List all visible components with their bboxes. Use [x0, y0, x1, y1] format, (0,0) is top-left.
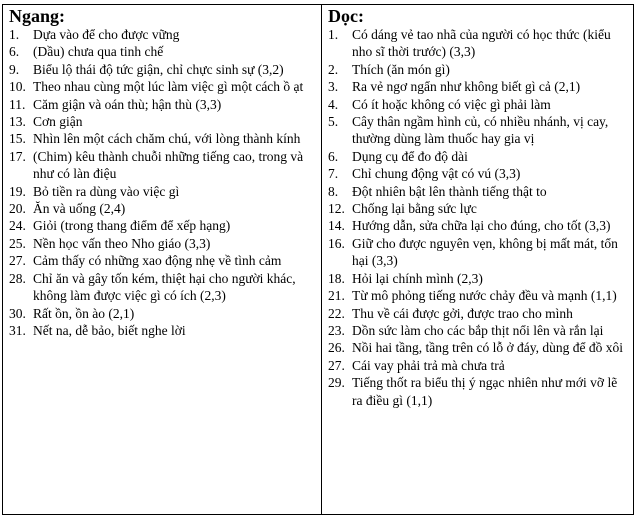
clue-item	[9, 61, 317, 78]
clue-text: Cây thân ngầm hình củ, có nhiều nhánh, vị cay, thường dùng làm thuốc hay gia vị	[352, 114, 609, 147]
clue-item	[328, 322, 629, 339]
crossword-clue-table	[2, 4, 634, 515]
clue-item	[9, 200, 317, 217]
clue-text: Chỉ chung động vật có vú (3,3)	[352, 166, 521, 182]
clue-number: 20.	[9, 201, 26, 217]
clue-text: (Dầu) chưa qua tinh chế	[33, 44, 164, 60]
clue-item	[328, 78, 629, 95]
clue-text: Hướng dẫn, sửa chữa lại cho đúng, cho tốt (3,3)	[352, 218, 611, 234]
down-title: Dọc:	[328, 6, 364, 26]
clue-text: Biểu lộ thái độ tức giận, chỉ chực sinh sự (3,2)	[33, 61, 284, 77]
clue-item	[9, 235, 317, 252]
clue-number: 24.	[9, 218, 26, 234]
clue-text: Dồn sức làm cho các bắp thịt nổi lên và rắn lại	[352, 322, 604, 338]
clue-item	[9, 43, 317, 60]
clue-number: 15.	[9, 131, 26, 147]
clue-text: Từ mô phỏng tiếng nước chảy đều và mạnh (1,1)	[352, 288, 617, 304]
clue-text: Chống lại bằng sức lực	[352, 201, 477, 217]
clue-text: Theo nhau cùng một lúc làm việc gì một cách ồ ạt	[33, 79, 304, 95]
across-clue-list	[9, 26, 317, 339]
clue-item	[9, 130, 317, 147]
clue-text: Cơn giận	[33, 114, 83, 130]
clue-number: 10.	[9, 79, 26, 95]
clue-text: Giữ cho được nguyên vẹn, không bị mất mát, tổn hại (3,3)	[352, 235, 618, 269]
clue-number: 26.	[328, 340, 345, 356]
clue-item	[328, 235, 629, 270]
clue-number: 11.	[9, 96, 26, 112]
clue-text: Đột nhiên bật lên thành tiếng thật to	[352, 183, 547, 199]
clue-item	[328, 61, 629, 78]
clue-number: 6.	[9, 44, 20, 60]
clue-number: 4.	[328, 96, 339, 112]
clue-item	[328, 96, 629, 113]
clue-number: 27.	[328, 357, 345, 373]
clue-text: Ăn và uống (2,4)	[33, 201, 126, 217]
clue-item	[328, 183, 629, 200]
clue-number: 9.	[9, 61, 20, 77]
clue-text: Ra vẻ ngơ ngẩn như không biết gì cả (2,1)	[352, 79, 581, 95]
clue-text: Chỉ ăn và gây tốn kém, thiệt hại cho người khác, không làm được việc gì có ích (2,3)	[33, 270, 296, 304]
down-clue-list	[328, 26, 629, 409]
clue-number: 30.	[9, 305, 26, 321]
clue-item	[328, 374, 629, 409]
clue-item	[328, 357, 629, 374]
clue-item	[9, 252, 317, 269]
clue-text: Căm giận và oán thù; hận thù (3,3)	[33, 96, 222, 112]
clue-text: Bỏ tiền ra dùng vào việc gì	[33, 183, 180, 199]
clue-text: Nồi hai tầng, tầng trên có lỗ ở đáy, dùng để đồ xôi	[352, 340, 623, 356]
clue-number: 31.	[9, 322, 26, 338]
clue-item	[9, 148, 317, 183]
clue-item	[328, 305, 629, 322]
clue-text: Nết na, dễ bảo, biết nghe lời	[33, 322, 186, 338]
clue-number: 17.	[9, 148, 26, 164]
clue-text: Nhìn lên một cách chăm chú, với lòng thành kính	[33, 131, 301, 147]
clue-text: Rất ồn, ồn ào (2,1)	[33, 305, 135, 321]
clue-text: Cái vay phải trả mà chưa trả	[352, 357, 505, 373]
clue-number: 28.	[9, 270, 26, 286]
clue-text: Thu về cái được gởi, được trao cho mình	[352, 305, 573, 321]
clue-text: Cảm thấy có những xao động nhẹ về tình cảm	[33, 253, 282, 269]
clue-number: 2.	[328, 61, 339, 77]
clue-item	[328, 148, 629, 165]
clue-item	[9, 322, 317, 339]
clue-item	[9, 113, 317, 130]
clue-number: 23.	[328, 322, 345, 338]
clue-number: 21.	[328, 288, 345, 304]
clue-item	[9, 26, 317, 43]
clue-text: Có ít hoặc không có việc gì phải làm	[352, 96, 551, 112]
clue-item	[9, 270, 317, 305]
clue-item	[9, 96, 317, 113]
clue-item	[328, 113, 629, 148]
clue-item	[328, 339, 629, 356]
clue-item	[9, 183, 317, 200]
clue-number: 29.	[328, 375, 345, 391]
clue-number: 7.	[328, 166, 339, 182]
clue-number: 1.	[9, 27, 20, 42]
clue-text: Nền học vấn theo Nho giáo (3,3)	[33, 235, 211, 251]
clue-number: 14.	[328, 218, 345, 234]
clue-text: Tiếng thốt ra biểu thị ý ngạc nhiên như mới vỡ lẽ ra điều gì (1,1)	[352, 375, 618, 408]
clue-item	[328, 165, 629, 182]
clue-number: 22.	[328, 305, 345, 321]
clue-item	[328, 217, 629, 234]
clue-number: 3.	[328, 79, 339, 95]
clue-text: Dựa vào để cho được vững	[33, 27, 180, 42]
clue-text: (Chim) kêu thành chuỗi những tiếng cao, trong và như có làn điệu	[33, 148, 304, 182]
clue-number: 8.	[328, 183, 339, 199]
clue-number: 12.	[328, 201, 345, 217]
clue-item	[9, 305, 317, 322]
clue-item	[9, 78, 317, 95]
down-column	[322, 5, 633, 514]
clue-item	[328, 200, 629, 217]
clue-number: 13.	[9, 114, 26, 130]
clue-number: 18.	[328, 270, 345, 286]
clue-item	[9, 217, 317, 234]
clue-number: 16.	[328, 235, 345, 251]
clue-number: 27.	[9, 253, 26, 269]
clue-item	[328, 287, 629, 304]
clue-number: 5.	[328, 114, 339, 130]
clue-text: Có dáng vẻ tao nhã của người có học thức (kiểu nho sĩ thời trước) (3,3)	[352, 27, 611, 60]
clue-item	[328, 270, 629, 287]
clue-text: Hỏi lại chính mình (2,3)	[352, 270, 483, 286]
clue-text: Thích (ăn món gì)	[352, 61, 450, 77]
clue-text: Dụng cụ để đo độ dài	[352, 148, 468, 164]
across-title: Ngang:	[9, 6, 66, 26]
clue-item	[328, 26, 629, 61]
clue-text: Giỏi (trong thang điểm để xếp hạng)	[33, 218, 231, 234]
clue-number: 19.	[9, 183, 26, 199]
clue-number: 6.	[328, 148, 339, 164]
across-column	[3, 5, 322, 514]
clue-number: 25.	[9, 235, 26, 251]
clue-number: 1.	[328, 27, 339, 42]
